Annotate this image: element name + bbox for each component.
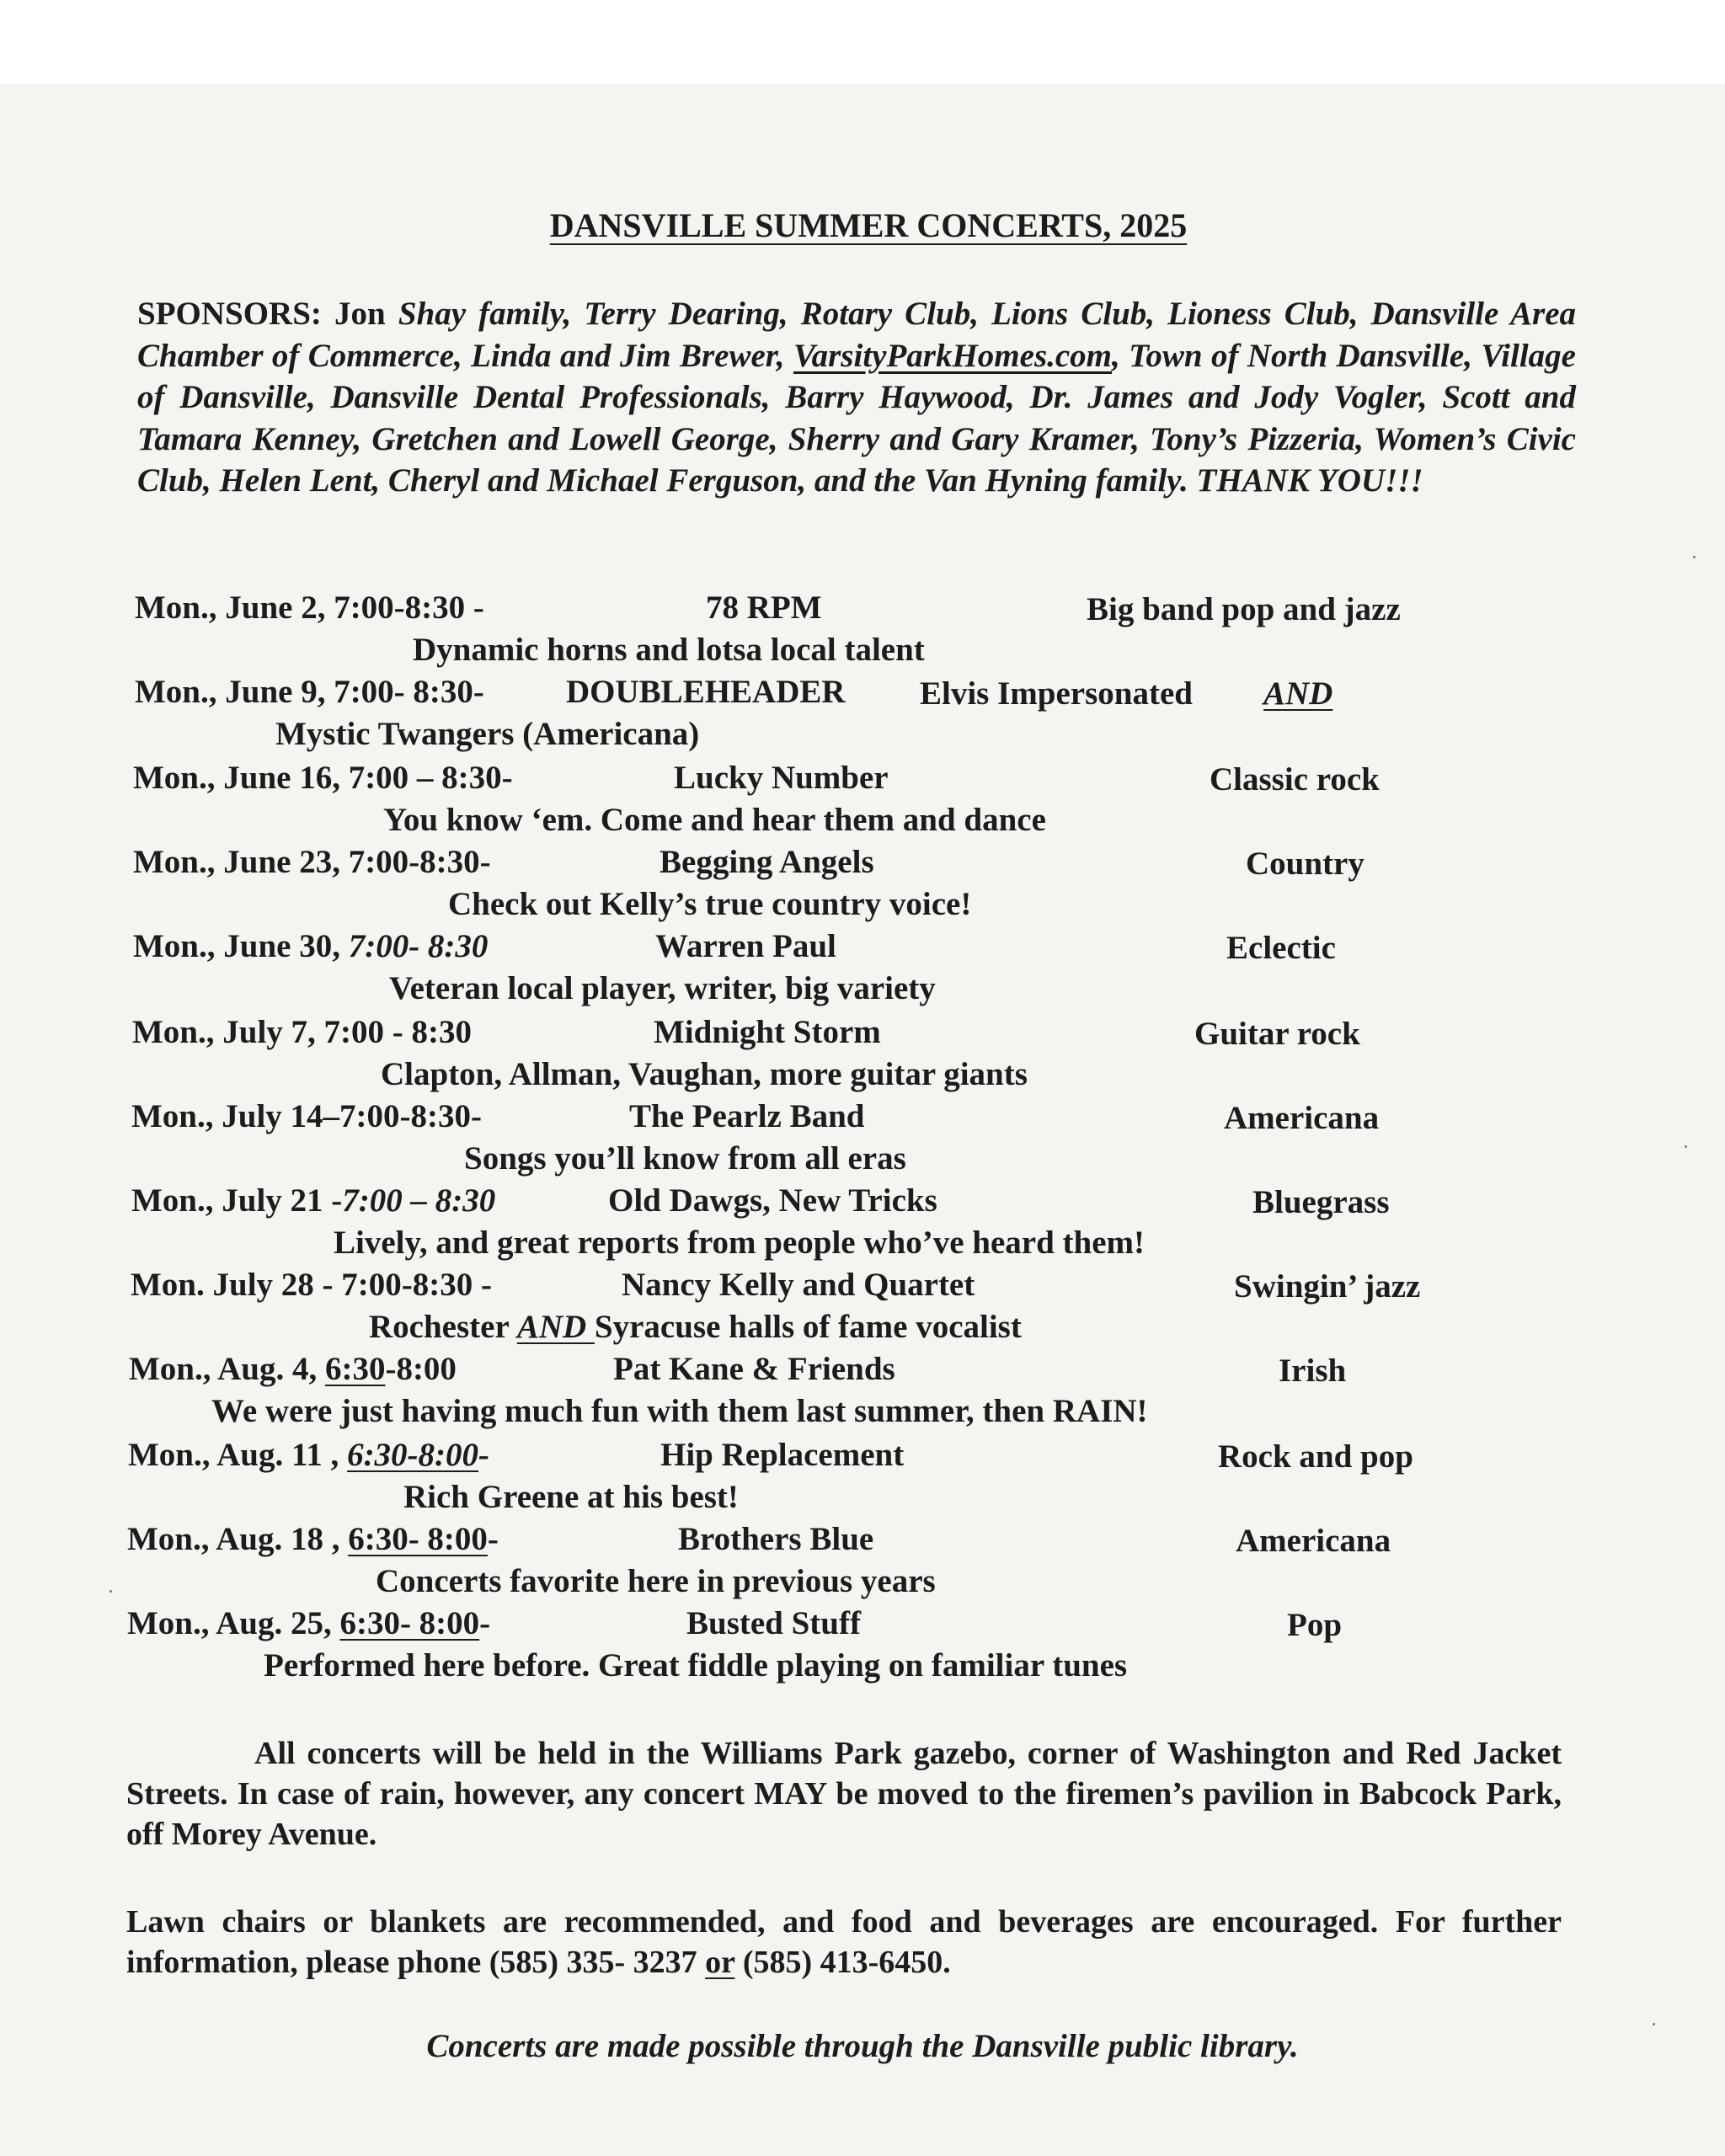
concert-band: DOUBLEHEADER — [566, 674, 846, 710]
concert-genre: Big band pop and jazz — [1087, 591, 1401, 627]
concert-date: Mon., July 7, 7:00 - 8:30 — [132, 1014, 472, 1050]
concert-description: Rich Greene at his best! — [403, 1479, 739, 1515]
scan-speck — [1653, 2023, 1655, 2025]
concert-description: Rochester AND Syracuse halls of fame vocalist — [369, 1309, 1022, 1345]
concert-band: Begging Angels — [660, 844, 874, 880]
concert-description: You know ‘em. Come and hear them and dance — [383, 802, 1046, 838]
sponsor-website-link[interactable]: VarsityParkHomes.com — [793, 337, 1113, 374]
concert-genre: Irish — [1279, 1353, 1347, 1389]
scan-speck — [1685, 1145, 1687, 1148]
concert-band: Warren Paul — [655, 928, 836, 964]
concert-genre: Americana — [1236, 1523, 1391, 1559]
concert-date: Mon., June 9, 7:00- 8:30- — [135, 674, 484, 710]
concert-band: 78 RPM — [706, 590, 822, 626]
concert-description: Clapton, Allman, Vaughan, more guitar giants — [381, 1056, 1028, 1092]
info-paragraph: Lawn chairs or blankets are recommended, and food and beverages are encouraged. For further information, please phone (585) 335- 3237 or (585) 413-6450. — [126, 1904, 1562, 1980]
concert-date: Mon., Aug. 4, 6:30-8:00 — [129, 1351, 457, 1387]
concert-band: Midnight Storm — [654, 1014, 881, 1050]
concert-genre: Pop — [1287, 1607, 1343, 1643]
concert-date: Mon., Aug. 11 , 6:30-8:00- — [128, 1437, 490, 1473]
concert-date: Mon., Aug. 18 , 6:30- 8:00- — [127, 1521, 499, 1557]
concert-band: Old Dawgs, New Tricks — [608, 1182, 937, 1219]
concert-date: Mon. July 28 - 7:00-8:30 - — [131, 1267, 492, 1303]
concert-description: Check out Kelly’s true country voice! — [448, 886, 972, 922]
concert-description: Veteran local player, writer, big variety — [389, 970, 936, 1006]
concert-date: Mon., July 21 -7:00 – 8:30 — [131, 1182, 496, 1219]
sponsors-text-2: Shay family, Terry Dearing, Rotary Club, Lions Club, Lioness Club, Dansville Area Chamber of Commerce, Linda and Jim Brewer, — [137, 296, 1577, 374]
concert-description: We were just having much fun with them last summer, then RAIN! — [211, 1393, 1148, 1429]
sponsors-label: SPONSORS: — [137, 296, 322, 332]
concert-date: Mon., Aug. 25, 6:30- 8:00- — [127, 1605, 491, 1641]
scan-speck — [1693, 556, 1696, 558]
concert-genre: Elvis Impersonated — [920, 675, 1193, 712]
concert-genre: Bluegrass — [1252, 1184, 1390, 1220]
concert-date: Mon., June 30, 7:00- 8:30 — [133, 928, 489, 964]
concert-description: Performed here before. Great fiddle playing on familiar tunes — [264, 1647, 1128, 1684]
sponsors-text-1: Jon — [321, 296, 398, 332]
document-title: DANSVILLE SUMMER CONCERTS, 2025 — [549, 206, 1188, 244]
concert-band: Hip Replacement — [660, 1437, 905, 1473]
sponsors-paragraph — [137, 293, 1576, 502]
concert-band: Nancy Kelly and Quartet — [622, 1267, 975, 1303]
concert-genre: Americana — [1224, 1100, 1380, 1136]
concert-genre: Eclectic — [1226, 930, 1336, 966]
concert-genre: Swingin’ jazz — [1234, 1268, 1421, 1305]
concert-genre: Country — [1246, 846, 1365, 882]
concert-description: Lively, and great reports from people who’ve heard them! — [334, 1225, 1145, 1261]
concert-genre: Guitar rock — [1194, 1016, 1360, 1052]
location-paragraph: All concerts will be held in the Williams Park gazebo, corner of Washington and Red Jacket Streets. In case of rain, however, any concert MAY be moved to the firemen’s pavilion in Babcock Park, off Morey Avenue. — [126, 1736, 1562, 1852]
concert-description: Mystic Twangers (Americana) — [275, 716, 700, 752]
scan-speck — [109, 1590, 112, 1593]
concert-genre: Rock and pop — [1218, 1438, 1413, 1475]
concert-description: Songs you’ll know from all eras — [464, 1140, 906, 1177]
concert-description: Dynamic horns and lotsa local talent — [413, 632, 925, 668]
concert-description: Concerts favorite here in previous years — [376, 1563, 936, 1599]
concert-band: Busted Stuff — [686, 1605, 861, 1641]
concert-genre: Classic rock — [1210, 761, 1380, 798]
concert-date: Mon., June 2, 7:00-8:30 - — [135, 590, 484, 626]
library-credit: Concerts are made possible through the Dansville public library. — [426, 2028, 1299, 2064]
concert-band: The Pearlz Band — [629, 1098, 865, 1134]
concert-and-note: AND — [1263, 675, 1333, 712]
concert-band: Lucky Number — [674, 760, 889, 796]
concert-band: Pat Kane & Friends — [613, 1351, 895, 1387]
concert-band: Brothers Blue — [678, 1521, 874, 1557]
concert-date: Mon., June 23, 7:00-8:30- — [133, 844, 491, 880]
concert-date: Mon., July 14–7:00-8:30- — [131, 1098, 482, 1134]
concert-date: Mon., June 16, 7:00 – 8:30- — [133, 760, 513, 796]
sponsors-text-3: , Town of North Dansville, Village of Dansville, Dansville Dental Professionals, Barry Haywood, Dr. James and Jody Vogler, Scott and Tamara Kenney, Gretchen and Lowell George, Sherry and Gary Kramer, Tony’s Pizzeria, Women’s Civic Club, Helen Lent, Cheryl and Michael Ferguson, and the Van Hyning family. THANK YOU!!! — [137, 337, 1576, 499]
